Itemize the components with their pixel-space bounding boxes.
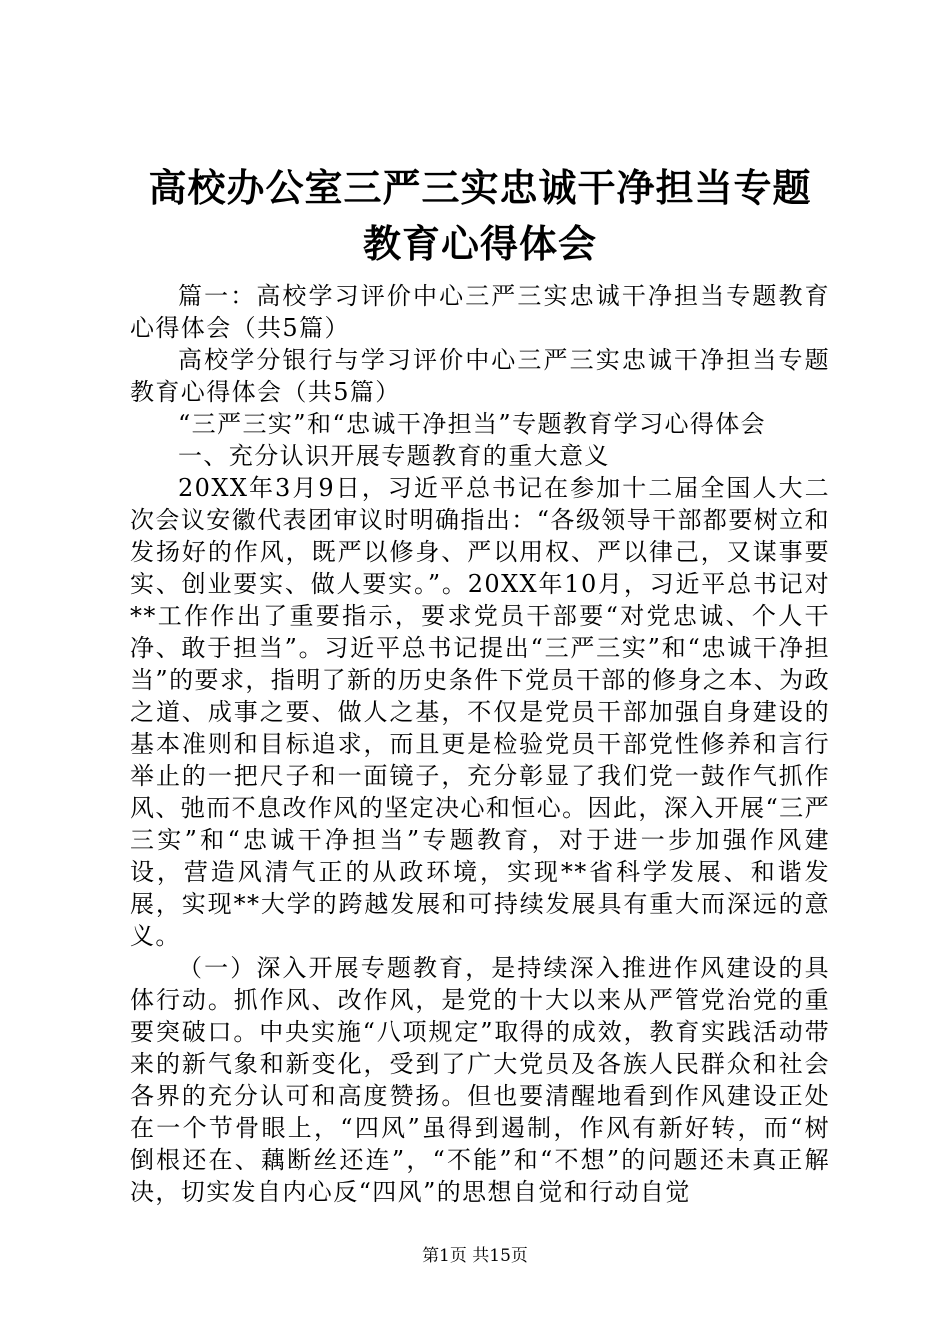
paragraph-section-heading: 一、充分认识开展专题教育的重大意义: [178, 442, 610, 470]
paragraph-body-1: 20XX年3月9日，习近平总书记在参加十二届全国人大二次会议安徽代表团审议时明确指出：“各级领导干部都要树立和发扬好的作风，既严以修身、严以用权、严以律己，又谋事要实、创业要实、做人要实。”。20XX年10月，习近平总书记对**工作作出了重要指示，要求党员干部要“对党忠诚、个人干净、敢于担当”。习近平总书记提出“三严三实”和“忠诚干净担当”的要求，指明了新的历史条件下党员干部的修身之本、为政之道、成事之要、做人之基，不仅是党员干部加强自身建设的基本准则和目标追求，而且更是检验党员干部党性修养和言行举止的一把尺子和一面镜子，充分彰显了我们党一鼓作气抓作风、弛而不息改作风的坚定决心和恒心。因此，深入开展“三严三实”和“忠诚干净担当”专题教育，对于进一步加强作风建设，营造风清气正的从政环境，实现**省科学发展、和谐发展，实现**大学的跨越发展和可持续发展具有重大而深远的意义。: [130, 474, 830, 950]
page-footer: 第1页 共15页: [422, 1246, 528, 1266]
paragraph-source-1: 篇一：高校学习评价中心三严三实忠诚干净担当专题教育心得体会（共5篇）: [130, 282, 830, 342]
paragraph-source-2: 高校学分银行与学习评价中心三严三实忠诚干净担当专题教育心得体会（共5篇）: [130, 346, 830, 406]
paragraph-article-title: “三严三实”和“忠诚干净担当”专题教育学习心得体会: [178, 410, 767, 438]
document-title: 高校办公室三严三实忠诚干净担当专题教育心得体会: [148, 165, 812, 266]
paragraph-body-2: （一）深入开展专题教育，是持续深入推进作风建设的具体行动。抓作风、改作风，是党的十大以来从严管党治党的重要突破口。中央实施“八项规定”取得的成效，教育实践活动带来的新气象和新变化，受到了广大党员及各族人民群众和社会各界的充分认可和高度赞扬。但也要清醒地看到作风建设正处在一个节骨眼上，“四风”虽得到遏制，作风有新好转，而“树倒根还在、藕断丝还连”，“不能”和“不想”的问题还未真正解决，切实发自内心反“四风”的思想自觉和行动自觉: [130, 954, 830, 1206]
document-page: [130, 160, 830, 1208]
document-body: [130, 280, 830, 1208]
